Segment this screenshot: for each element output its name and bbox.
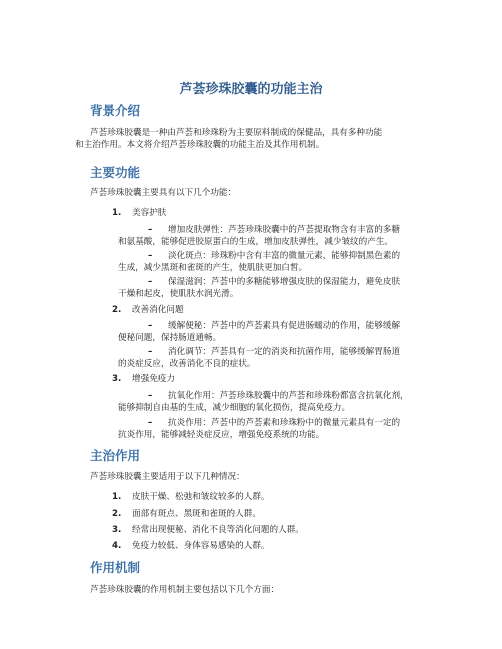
dash-bullet: – [148, 277, 153, 287]
list-item-label: 改善消化问题 [132, 305, 184, 315]
list-item-label: 增强免疫力 [132, 374, 175, 384]
list-item-label: 美容护肤 [132, 208, 167, 218]
section-intro: 芦荟珍珠胶囊主要适用于以下几种情况： [90, 472, 245, 482]
dash-bullet: – [148, 321, 153, 331]
list-number: 2. [112, 509, 122, 519]
sub-item-line: 抗炎作用：芦荟中的芦荟素和珍珠粉中的微量元素具有一定的 [168, 418, 401, 428]
sub-item-line: 生成，减少黑斑和雀斑的产生，使肌肤更加白皙。 [118, 263, 308, 273]
list-item-text: 经常出现便秘、消化不良等消化问题的人群。 [132, 525, 304, 535]
sub-item-line: 干燥和起皮，使肌肤水润光滑。 [118, 289, 239, 299]
section-intro: 芦荟珍珠胶囊的作用机制主要包括以下几个方面： [90, 585, 280, 595]
section-heading-mechanism: 作用机制 [90, 560, 141, 575]
sub-item-line: 能够抑制自由基的生成，减少细胞的氧化损伤，提高免疫力。 [118, 403, 351, 413]
sub-item-line: 缓解便秘：芦荟中的芦荟素具有促进肠蠕动的作用，能够缓解 [168, 321, 401, 331]
sub-item-line: 消化调节：芦荟具有一定的消炎和抗菌作用，能够缓解胃肠道 [168, 347, 401, 357]
sub-item-line: 的炎症反应，改善消化不良的症状。 [118, 359, 256, 369]
section-heading-main-functions: 主要功能 [90, 165, 141, 180]
sub-item-line: 抗炎作用，能够减轻炎症反应，增强免疫系统的功能。 [118, 430, 325, 440]
list-item-text: 面部有斑点、黑斑和雀斑的人群。 [132, 509, 261, 519]
list-item-text: 皮肤干燥、松弛和皱纹较多的人群。 [132, 492, 270, 502]
section-heading-indications: 主治作用 [90, 448, 141, 463]
section-intro: 芦荟珍珠胶囊主要具有以下几个功能： [90, 188, 237, 198]
sub-item-line: 便秘问题，保持肠道通畅。 [118, 333, 222, 343]
list-number: 4. [112, 541, 122, 551]
paragraph-line: 芦荟珍珠胶囊是一种由芦荟和珍珠粉为主要原料制成的保健品，具有多种功能 [90, 128, 383, 138]
dash-bullet: – [148, 225, 153, 235]
page-title: 芦荟珍珠胶囊的功能主治 [179, 82, 323, 97]
list-number: 2. [112, 305, 122, 315]
sub-item-line: 淡化斑点：珍珠粉中含有丰富的微量元素，能够抑制黑色素的 [168, 251, 401, 261]
sub-item-line: 抗氧化作用：芦荟珍珠胶囊中的芦荟和珍珠粉都富含抗氧化剂， [168, 391, 409, 401]
dash-bullet: – [148, 418, 153, 428]
paragraph-line: 和主治作用。本文将介绍芦荟珍珠胶囊的功能主治及其作用机制。 [75, 140, 325, 150]
list-item-text: 免疫力较低、身体容易感染的人群。 [132, 541, 270, 551]
sub-item-line: 增加皮肤弹性：芦荟珍珠胶囊中的芦荟提取物含有丰富的多糖 [168, 225, 401, 235]
list-number: 3. [112, 374, 122, 384]
list-number: 1. [112, 492, 122, 502]
sub-item-line: 保湿滋润：芦荟中的多糖能够增强皮肤的保湿能力，避免皮肤 [168, 277, 401, 287]
dash-bullet: – [148, 347, 153, 357]
list-number: 3. [112, 525, 122, 535]
dash-bullet: – [148, 391, 153, 401]
sub-item-line: 和氨基酸，能够促进胶原蛋白的生成，增加皮肤弹性，减少皱纹的产生。 [118, 237, 394, 247]
list-number: 1. [112, 208, 122, 218]
section-heading-background: 背景介绍 [90, 103, 141, 118]
dash-bullet: – [148, 251, 153, 261]
